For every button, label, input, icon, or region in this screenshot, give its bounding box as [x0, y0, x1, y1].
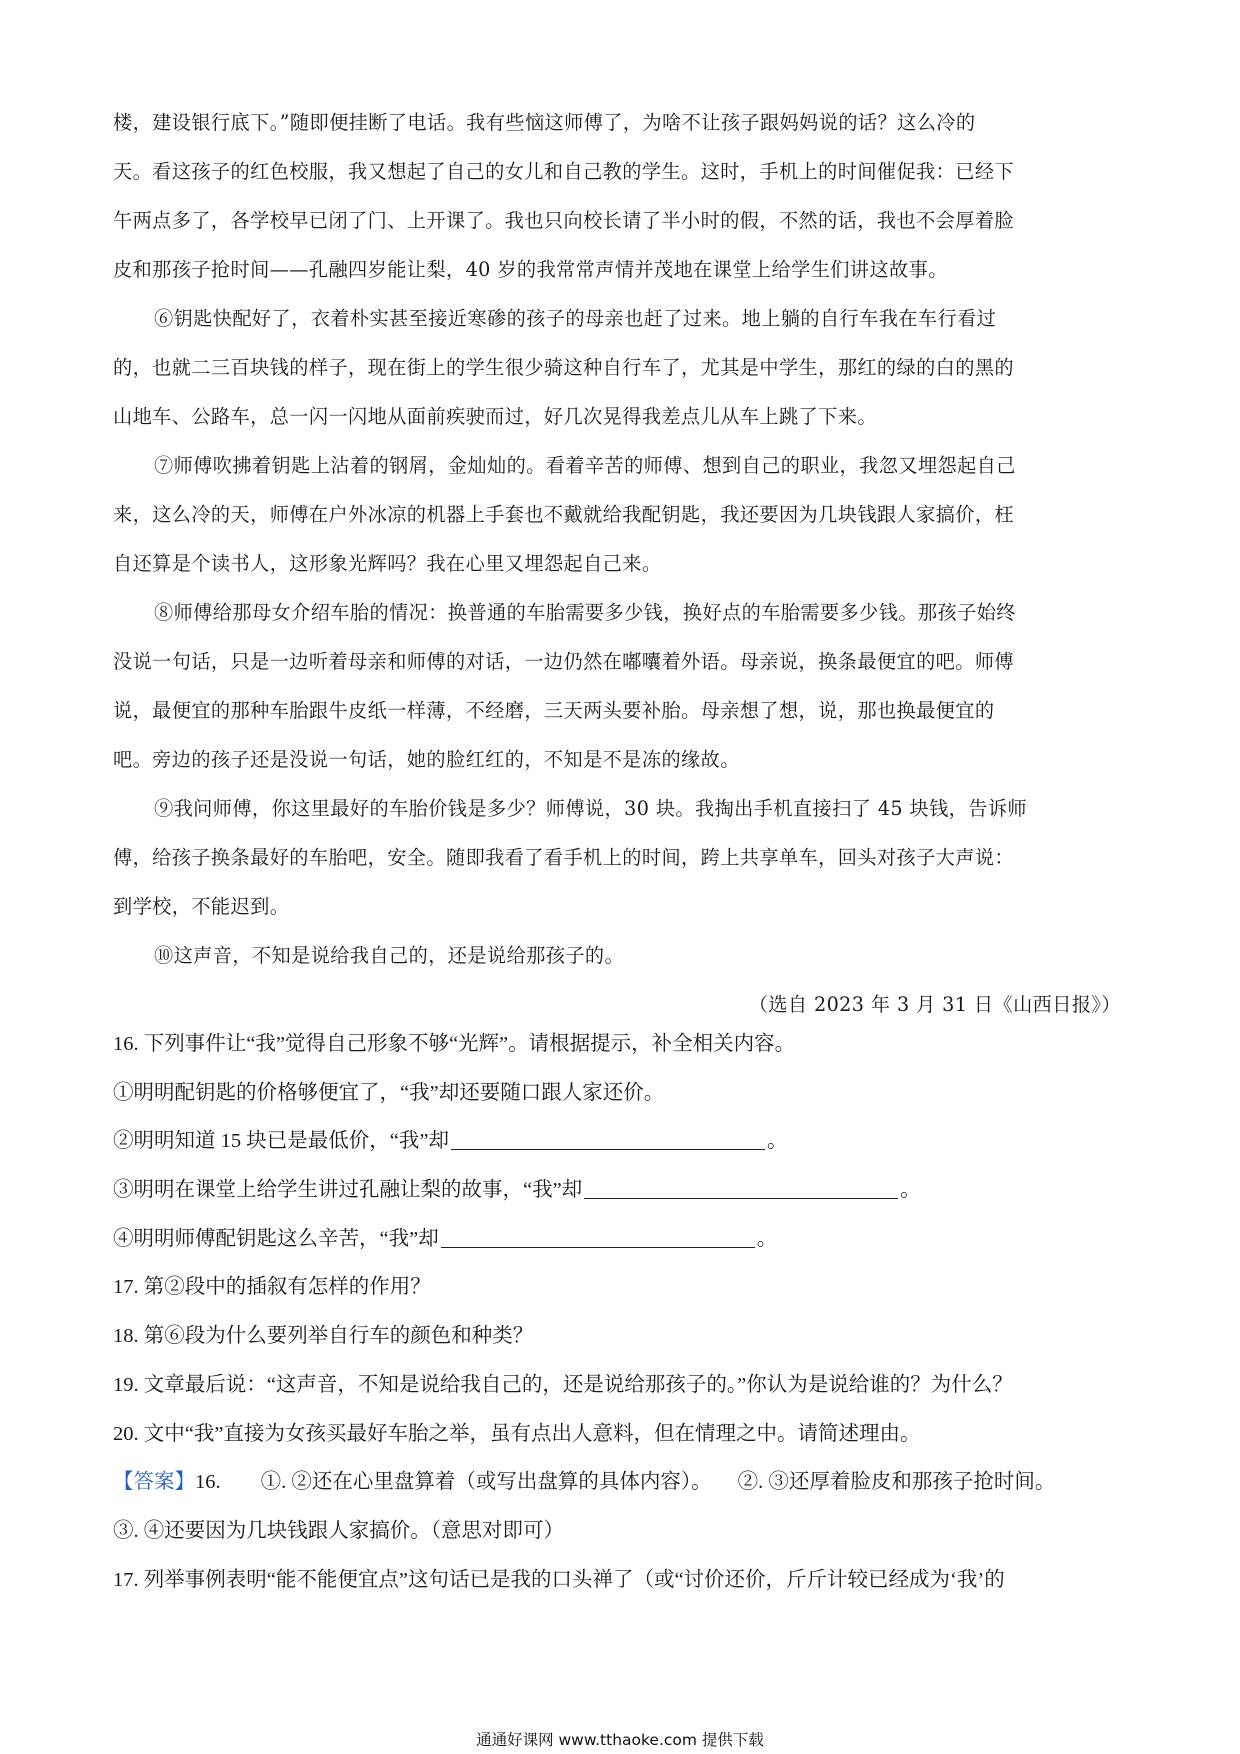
passage-line: 吧。旁边的孩子还是没说一句话，她的脸红红的，不知是不是冻的缘故。	[113, 748, 740, 771]
question-18: 18. 第⑥段为什么要列举自行车的颜色和种类？	[113, 1325, 534, 1348]
paragraph-7-start: ⑦师傅吹拂着钥匙上沾着的钢屑，金灿灿的。看着辛苦的师傅、想到自己的职业，我忽又埋怨起自己	[154, 454, 1016, 477]
period: 。	[766, 1130, 788, 1153]
answer-part-1: ①. ②还在心里盘算着（或写出盘算的具体内容）。	[260, 1471, 712, 1494]
passage-line: 天。看这孩子的红色校服，我又想起了自己的女儿和自己教的学生。这时，手机上的时间催促我：已经下	[113, 160, 1015, 183]
question-16: 16. 下列事件让“我”觉得自己形象不够“光辉”。请根据提示，补全相关内容。	[113, 1033, 796, 1055]
answer-blank[interactable]	[584, 1178, 898, 1199]
period: 。	[756, 1227, 778, 1250]
question-16-item-3-text: ③明明在课堂上给学生讲过孔融让梨的故事，“我”却	[113, 1179, 583, 1202]
passage-line: 没说一句话，只是一边听着母亲和师傅的对话，一边仍然在嘟囔着外语。母亲说，换条最便宜的吧。师傅	[113, 650, 1015, 673]
question-19: 19. 文章最后说：“这声音，不知是说给我自己的，还是说给那孩子的。”你认为是说给谁的？为什么？	[113, 1373, 1013, 1396]
passage	[113, 98, 1125, 1029]
passage-line: 的，也就二三百块钱的样子，现在街上的学生很少骑这种自行车了，尤其是中学生，那红的绿的白的黑的	[113, 356, 1015, 379]
answer-blank[interactable]	[441, 1227, 755, 1248]
paragraph-6-start: ⑥钥匙快配好了，衣着朴实甚至接近寒碜的孩子的母亲也赶了过来。地上躺的自行车我在车行看过	[154, 307, 997, 330]
passage-line: 傅，给孩子换条最好的车胎吧，安全。随即我看了看手机上的时间，跨上共享单车，回头对孩子大声说：	[113, 846, 1015, 869]
question-16-item-2-text: ②明明知道 15 块已是最低价，“我”却	[113, 1130, 449, 1153]
passage-line: 说，最便宜的那种车胎跟牛皮纸一样薄，不经磨，三天两头要补胎。母亲想了想，说，那也换最便宜的	[113, 699, 995, 722]
period: 。	[900, 1179, 921, 1202]
passage-line: 到学校，不能迟到。	[113, 895, 290, 918]
source-citation: （选自 2023 年 3 月 31 日《山西日报》）	[748, 993, 1121, 1016]
answer-16-part-3: ③. ④还要因为几块钱跟人家搞价。（意思对即可）	[113, 1519, 564, 1542]
question-16-item-1: ①明明配钥匙的价格够便宜了，“我”却还要随口跟人家还价。	[113, 1081, 665, 1104]
question-16-item-2	[113, 1117, 1133, 1166]
question-16-item-4	[113, 1215, 1133, 1264]
question-16-item-4-text: ④明明师傅配钥匙这么辛苦，“我”却	[113, 1227, 439, 1250]
question-20: 20. 文中“我”直接为女孩买最好车胎之举，虽有点出人意料，但在情理之中。请简述理由。	[113, 1422, 921, 1445]
paragraph-8-start: ⑧师傅给那母女介绍车胎的情况：换普通的车胎需要多少钱，换好点的车胎需要多少钱。那孩子始终	[154, 601, 1016, 624]
answer-number: 16.	[195, 1471, 221, 1494]
passage-line: 皮和那孩子抢时间——孔融四岁能让梨，40 岁的我常常声情并茂地在课堂上给学生们讲这故事。	[113, 258, 948, 281]
answer-tag: 【答案】	[113, 1471, 195, 1494]
answer-17: 17. 列举事例表明“能不能便宜点”这句话已是我的口头禅了（或“讨价还价，斤斤计较已经成为‘我’的	[113, 1568, 1005, 1591]
answer-blank[interactable]	[451, 1129, 765, 1150]
questions-section	[113, 1020, 1133, 1604]
passage-line: 自还算是个读书人，这形象光辉吗？我在心里又埋怨起自己来。	[113, 552, 662, 575]
question-17: 17. 第②段中的插叙有怎样的作用？	[113, 1276, 431, 1299]
passage-line: 午两点多了，各学校早已闭了门、上开课了。我也只向校长请了半小时的假，不然的话，我也不会厚着脸	[113, 209, 1015, 232]
question-16-item-3	[113, 1166, 1133, 1215]
page-footer: 通通好课网 www.tthaoke.com 提供下载	[476, 1731, 764, 1749]
passage-line: 楼，建设银行底下。”随即便挂断了电话。我有些恼这师傅了，为啥不让孩子跟妈妈说的话？这么冷的	[113, 111, 976, 134]
passage-line: 来，这么冷的天，师傅在户外冰凉的机器上手套也不戴就给我配钥匙，我还要因为几块钱跟人家搞价，枉	[113, 503, 1015, 526]
answer-16	[113, 1458, 1133, 1507]
paragraph-10-start: ⑩这声音，不知是说给我自己的，还是说给那孩子的。	[154, 944, 625, 967]
paragraph-9-start: ⑨我问师傅，你这里最好的车胎价钱是多少？师傅说，30 块。我掏出手机直接扫了 45 块钱，告诉师	[154, 797, 1028, 820]
answer-part-2: ②. ③还厚着脸皮和那孩子抢时间。	[737, 1471, 1056, 1494]
passage-line: 山地车、公路车，总一闪一闪地从面前疾驶而过，好几次晃得我差点儿从车上跳了下来。	[113, 405, 877, 428]
